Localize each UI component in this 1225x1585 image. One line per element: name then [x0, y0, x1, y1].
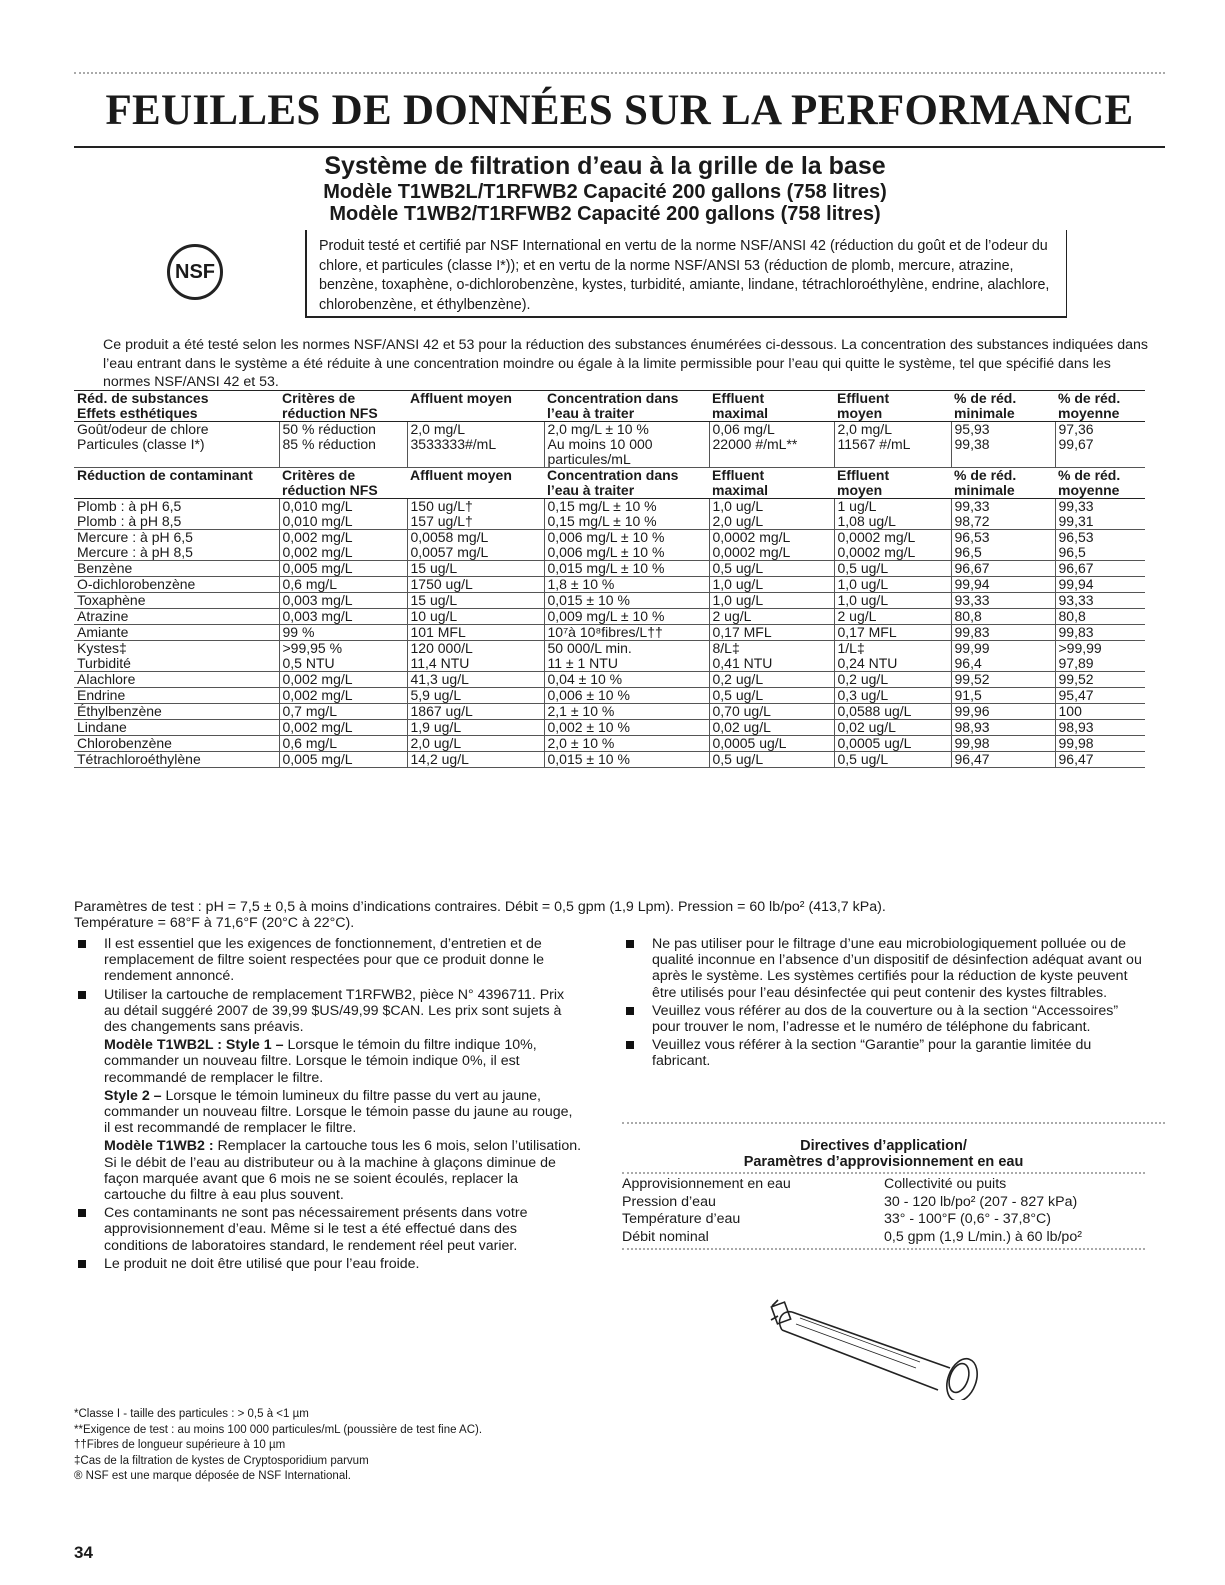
- table-cell: 2,0 mg/L 3533333#/mL: [407, 422, 544, 468]
- column-header: Concentration dans l’eau à traiter: [544, 468, 709, 499]
- table-cell: 0,70 ug/L: [709, 704, 834, 720]
- model-line-1: Modèle T1WB2L/T1RFWB2 Capacité 200 gallons (758 litres): [323, 181, 887, 203]
- table-cell: 99,94: [1055, 577, 1145, 593]
- app-param-label: Approvisionnement en eau: [622, 1176, 791, 1192]
- table-cell: 5,9 ug/L: [407, 688, 544, 704]
- table-cell: Benzène: [74, 561, 279, 577]
- right-column: [622, 936, 1145, 1072]
- title-rule: [74, 146, 1165, 148]
- table-cell: Éthylbenzène: [74, 704, 279, 720]
- table-cell: 99,94: [951, 577, 1055, 593]
- app-row: [622, 1176, 1145, 1194]
- table-cell: 0,7 mg/L: [279, 704, 407, 720]
- table-cell: 91,5: [951, 688, 1055, 704]
- table-cell: Mercure : à pH 6,5 Mercure : à pH 8,5: [74, 530, 279, 561]
- certification-box: Produit testé et certifié par NSF International en vertu de la norme NSF/ANSI 42 (réduction du goût et de l’odeur du chlore, et particules (classe I*)); et en vertu de la norme NSF/ANSI 53 (réduction de plomb, mercure, atrazine, benzène, toxaphène, o-dichlorobenzène, kystes, turbidité, amiante, lindane, tétrachloroéthylène, endrine, alachlore, chlorobenzène, et éthylbenzène).: [305, 230, 1067, 318]
- bullet-icon: [78, 940, 86, 948]
- table-row: [74, 561, 1145, 577]
- style1-paragraph: [104, 1037, 582, 1086]
- footnote: **Exigence de test : au moins 100 000 particules/mL (poussière de test fine AC).: [74, 1423, 483, 1436]
- bullet-icon: [78, 1209, 86, 1217]
- footnote: ††Fibres de longueur supérieure à 10 µm: [74, 1439, 286, 1451]
- table-cell: 1867 ug/L: [407, 704, 544, 720]
- app-param-value: 0,5 gpm (1,9 L/min.) à 60 lb/po²: [884, 1228, 1082, 1245]
- water-filter-cartridge-icon: [770, 1290, 990, 1400]
- table-cell: 0,0058 mg/L 0,0057 mg/L: [407, 530, 544, 561]
- table-cell: 0,015 mg/L ± 10 %: [544, 561, 709, 577]
- table-cell: 1,0 ug/L: [709, 577, 834, 593]
- table-cell: 50 000/L min. 11 ± 1 NTU: [544, 641, 709, 672]
- table-cell: 0,04 ± 10 %: [544, 672, 709, 688]
- table-row: [74, 577, 1145, 593]
- bullet-text: Ces contaminants ne sont pas nécessairement présents dans votre approvisionnement d’eau. Même si le test a été effectué dans des conditions de laboratoires standard, le rendement réel peut varier.: [104, 1205, 528, 1254]
- table-cell: 0,002 mg/L: [279, 720, 407, 736]
- table-cell: 2,0 mg/L ± 10 % Au moins 10 000 particules/mL: [544, 422, 709, 468]
- table-cell: 99,98: [1055, 736, 1145, 752]
- bullet-icon: [626, 940, 634, 948]
- t1wb2-text: Remplacer la cartouche tous les 6 mois, selon l’utilisation. Si le débit de l’eau au distributeur ou à la machine à glaçons diminue de façon marquée avant que 6 mois ne se soient écoulés, replacer la cartouche du filtre à eau plus souvent.: [104, 1138, 582, 1204]
- table-cell: 8/L‡ 0,41 NTU: [709, 641, 834, 672]
- table-row: [74, 530, 1145, 561]
- table-cell: O-dichlorobenzène: [74, 577, 279, 593]
- left-bullet-1: [74, 936, 582, 985]
- table-cell: 1 ug/L 1,08 ug/L: [834, 499, 951, 530]
- app-row: [622, 1229, 1145, 1247]
- table-cell: 0,002 mg/L: [279, 688, 407, 704]
- table-cell: 0,02 ug/L: [834, 720, 951, 736]
- table-cell: 0,0588 ug/L: [834, 704, 951, 720]
- table-cell: 0,010 mg/L 0,010 mg/L: [279, 499, 407, 530]
- style1-text: Lorsque le témoin du filtre indique 10%, commander un nouveau filtre. Lorsque le témoin indique 0%, il est recommandé de remplacer le filtre.: [104, 1037, 537, 1086]
- table-cell: 15 ug/L: [407, 593, 544, 609]
- table-cell: 0,006 ± 10 %: [544, 688, 709, 704]
- table-cell: 15 ug/L: [407, 561, 544, 577]
- right-bullet-2: [622, 1003, 1145, 1035]
- table-cell: 0,5 ug/L: [709, 752, 834, 768]
- table-row: [74, 499, 1145, 530]
- table-cell: 99,83: [1055, 625, 1145, 641]
- table-cell: 14,2 ug/L: [407, 752, 544, 768]
- table-cell: 96,67: [951, 561, 1055, 577]
- app-rows: [622, 1176, 1145, 1246]
- bullet-text: Il est essentiel que les exigences de fonctionnement, d’entretien et de remplacement de filtre soient respectées pour que ce produit donne le rendement annoncé.: [104, 936, 545, 985]
- nsf-logo-icon: NSF: [167, 244, 223, 300]
- table-cell: 0,17 MFL: [709, 625, 834, 641]
- table-cell: 0,5 ug/L: [709, 688, 834, 704]
- table-cell: 99,96: [951, 704, 1055, 720]
- table-cell: 10 ug/L: [407, 609, 544, 625]
- app-param-label: Température d’eau: [622, 1211, 741, 1227]
- left-column: [74, 936, 582, 1274]
- table-cell: Plomb : à pH 6,5 Plomb : à pH 8,5: [74, 499, 279, 530]
- column-header: Effluent maximal: [709, 391, 834, 422]
- table-cell: 99,98: [951, 736, 1055, 752]
- column-header: % de réd. moyenne: [1055, 391, 1145, 422]
- table-row: [74, 593, 1145, 609]
- table-cell: 99 %: [279, 625, 407, 641]
- table-cell: 1,0 ug/L: [709, 593, 834, 609]
- table-row: [74, 609, 1145, 625]
- style2-paragraph: [104, 1088, 582, 1137]
- table-cell: 80,8: [1055, 609, 1145, 625]
- table-cell: 98,93: [1055, 720, 1145, 736]
- table-cell: 0,002 mg/L: [279, 672, 407, 688]
- intro-paragraph: Ce produit a été testé selon les normes NSF/ANSI 42 et 53 pour la réduction des substances énumérées ci-dessous. La concentration des substances indiquées dans l’eau entrant dans le système a été réduite à une concentration moindre ou égale à la limite permissible pour l’eau qui quitte le système, tel que spécifié dans les normes NSF/ANSI 42 et 53.: [103, 337, 1148, 390]
- table-cell: 100: [1055, 704, 1145, 720]
- left-bullet-2: [74, 987, 582, 1204]
- column-header: Effluent maximal: [709, 468, 834, 499]
- app-param-label: Pression d’eau: [622, 1193, 716, 1210]
- test-params-text: Paramètres de test : pH = 7,5 ± 0,5 à moins d’indications contraires. Débit = 0,5 gpm (1,9 Lpm). Pression = 60 lb/po² (413,7 kPa).: [74, 899, 886, 915]
- column-header: % de réd. minimale: [951, 468, 1055, 499]
- table-cell: 98,93: [951, 720, 1055, 736]
- column-header: Effluent moyen: [834, 468, 951, 499]
- table-cell: 0,003 mg/L: [279, 609, 407, 625]
- bullet-icon: [626, 1007, 634, 1015]
- column-header: Critères de réduction NFS: [279, 391, 407, 422]
- table-cell: 96,67: [1055, 561, 1145, 577]
- table-cell: 0,005 mg/L: [279, 561, 407, 577]
- column-header: Réduction de contaminant: [74, 468, 279, 499]
- table-row: [74, 688, 1145, 704]
- bullet-text: Veuillez vous référer au dos de la couverture ou à la section “Accessoires” pour trouver le nom, l’adresse et le numéro de téléphone du fabricant.: [652, 1002, 1119, 1036]
- table-row: [74, 672, 1145, 688]
- table-cell: 0,015 ± 10 %: [544, 593, 709, 609]
- table-cell: 93,33: [1055, 593, 1145, 609]
- table-row: [74, 704, 1145, 720]
- app-param-label: Débit nominal: [622, 1228, 709, 1245]
- table-cell: 96,47: [1055, 752, 1145, 768]
- app-row: [622, 1211, 1145, 1229]
- column-header: Affluent moyen: [407, 391, 544, 422]
- table-cell: 1,0 ug/L 2,0 ug/L: [709, 499, 834, 530]
- table-cell: Kystes‡ Turbidité: [74, 641, 279, 672]
- table-cell: Toxaphène: [74, 593, 279, 609]
- table-cell: 0,17 MFL: [834, 625, 951, 641]
- bullet-text: Utiliser la cartouche de remplacement T1RFWB2, pièce N° 4396711. Prix au détail suggéré 2007 de 39,99 $US/49,99 $CAN. Les prix sont sujets à des changements sans préavis.: [104, 986, 565, 1036]
- app-param-value: Collectivité ou puits: [884, 1176, 1007, 1192]
- column-header: % de réd. moyenne: [1055, 468, 1145, 499]
- table-cell: 97,36 99,67: [1055, 422, 1145, 468]
- table-cell: 0,5 ug/L: [834, 561, 951, 577]
- table-cell: 96,53 96,5: [951, 530, 1055, 561]
- table-cell: 0,0005 ug/L: [834, 736, 951, 752]
- performance-table: [74, 390, 1145, 768]
- table-cell: Lindane: [74, 720, 279, 736]
- table-cell: 0,3 ug/L: [834, 688, 951, 704]
- table-row: [74, 720, 1145, 736]
- table-cell: 99,99 96,4: [951, 641, 1055, 672]
- table-cell: 0,002 ± 10 %: [544, 720, 709, 736]
- table-row: [74, 736, 1145, 752]
- app-title-line-1: Directives d’application/: [800, 1138, 967, 1154]
- table-cell: 0,015 ± 10 %: [544, 752, 709, 768]
- table-cell: 1,0 ug/L: [834, 593, 951, 609]
- temperature-text: Température = 68°F à 71,6°F (20°C à 22°C).: [74, 915, 355, 931]
- table-cell: 96,53 96,5: [1055, 530, 1145, 561]
- table-cell: 2,0 mg/L 11567 #/mL: [834, 422, 951, 468]
- table-cell: 0,5 ug/L: [709, 561, 834, 577]
- table-cell: 93,33: [951, 593, 1055, 609]
- t1wb2-paragraph: [104, 1138, 582, 1203]
- table-cell: 2 ug/L: [834, 609, 951, 625]
- table-cell: 0,02 ug/L: [709, 720, 834, 736]
- column-header: Affluent moyen: [407, 468, 544, 499]
- bullet-icon: [78, 1260, 86, 1268]
- table-cell: 50 % réduction 85 % réduction: [279, 422, 407, 468]
- table-cell: Chlorobenzène: [74, 736, 279, 752]
- table-cell: 1,0 ug/L: [834, 577, 951, 593]
- table-row: [74, 422, 1145, 468]
- table-cell: 0,15 mg/L ± 10 % 0,15 mg/L ± 10 %: [544, 499, 709, 530]
- table-cell: 0,006 mg/L ± 10 % 0,006 mg/L ± 10 %: [544, 530, 709, 561]
- page-number: 34: [74, 1543, 93, 1562]
- app-top-dotted-rule: [622, 1122, 1165, 1124]
- table-cell: 1,9 ug/L: [407, 720, 544, 736]
- left-bullet-3: [74, 1205, 582, 1254]
- table-cell: 0,0002 mg/L 0,0002 mg/L: [709, 530, 834, 561]
- system-subtitle: Système de filtration d’eau à la grille de la base: [324, 152, 886, 180]
- table-cell: 0,2 ug/L: [709, 672, 834, 688]
- bullet-text: Ne pas utiliser pour le filtrage d’une eau microbiologiquement polluée ou de qualité inconnue en l’absence d’un dispositif de désinfection adéquat avant ou après le système. Les systèmes certifiés pour la réduction de kyste peuvent être utilisés pour l’eau désinfectée qui peut contenir des kystes filtrables.: [652, 936, 1142, 1001]
- table-cell: 0,0002 mg/L 0,0002 mg/L: [834, 530, 951, 561]
- application-guidelines: [622, 1138, 1145, 1250]
- table-cell: 95,47: [1055, 688, 1145, 704]
- app-param-value: 30 - 120 lb/po² (207 - 827 kPa): [884, 1193, 1078, 1210]
- table-cell: 99,33 99,31: [1055, 499, 1145, 530]
- table-cell: 96,47: [951, 752, 1055, 768]
- footnotes: [74, 1407, 482, 1485]
- table-cell: 2,0 ± 10 %: [544, 736, 709, 752]
- table-cell: 99,52: [1055, 672, 1145, 688]
- table-row: [74, 752, 1145, 768]
- table-cell: 0,5 ug/L: [834, 752, 951, 768]
- column-header: % de réd. minimale: [951, 391, 1055, 422]
- table-cell: 101 MFL: [407, 625, 544, 641]
- footnote: ‡Cas de la filtration de kystes de Cryptosporidium parvum: [74, 1454, 369, 1467]
- style2-label: Style 2 –: [104, 1087, 162, 1104]
- table-cell: Goût/odeur de chlore Particules (classe I*): [74, 422, 279, 468]
- table-header-row: [74, 468, 1145, 499]
- column-header: Réd. de substances Effets esthétiques: [74, 391, 279, 422]
- footnote: *Classe I - taille des particules : > 0,5 à <1 µm: [74, 1408, 309, 1420]
- bullet-text: Le produit ne doit être utilisé que pour l’eau froide.: [104, 1255, 420, 1272]
- table-cell: 1,8 ± 10 %: [544, 577, 709, 593]
- bullet-text: Veuillez vous référer à la section “Garantie” pour la garantie limitée du fabricant.: [652, 1037, 1092, 1070]
- table-header-row: [74, 391, 1145, 422]
- table-cell: 41,3 ug/L: [407, 672, 544, 688]
- table-cell: 0,2 ug/L: [834, 672, 951, 688]
- table-cell: 2 ug/L: [709, 609, 834, 625]
- table-cell: Tétrachloroéthylène: [74, 752, 279, 768]
- app-row: [622, 1194, 1145, 1212]
- app-param-value: 33° - 100°F (0,6° - 37,8°C): [884, 1211, 1052, 1227]
- left-bullet-4: [74, 1256, 582, 1272]
- table-cell: 99,83: [951, 625, 1055, 641]
- style1-label: Modèle T1WB2L : Style 1 –: [104, 1037, 284, 1054]
- table-cell: 2,0 ug/L: [407, 736, 544, 752]
- table-cell: 0,6 mg/L: [279, 577, 407, 593]
- bullet-icon: [78, 991, 86, 999]
- table-cell: 150 ug/L† 157 ug/L†: [407, 499, 544, 530]
- table-cell: 0,009 mg/L ± 10 %: [544, 609, 709, 625]
- table-cell: 1/L‡ 0,24 NTU: [834, 641, 951, 672]
- right-bullet-3: [622, 1037, 1145, 1069]
- app-guidelines-title: [622, 1138, 1145, 1170]
- table-cell: 10⁷à 10⁸fibres/L††: [544, 625, 709, 641]
- model-line-2: Modèle T1WB2/T1RFWB2 Capacité 200 gallons (758 litres): [329, 203, 881, 225]
- column-header: Concentration dans l’eau à traiter: [544, 391, 709, 422]
- table-cell: 2,1 ± 10 %: [544, 704, 709, 720]
- app-title-line-2: Paramètres d’approvisionnement en eau: [743, 1154, 1024, 1170]
- table-row: [74, 641, 1145, 672]
- top-dotted-rule: [74, 72, 1165, 74]
- footnote: ® NSF est une marque déposée de NSF International.: [74, 1470, 351, 1482]
- table-cell: >99,99 97,89: [1055, 641, 1145, 672]
- table-cell: 0,06 mg/L 22000 #/mL**: [709, 422, 834, 468]
- right-bullet-1: [622, 936, 1145, 1001]
- table-cell: 0,6 mg/L: [279, 736, 407, 752]
- table-cell: 95,93 99,38: [951, 422, 1055, 468]
- style2-text: Lorsque le témoin lumineux du filtre passe du vert au jaune, commander un nouveau filtre. Lorsque le témoin passe du jaune au rouge, il est recommandé de remplacer le filtre.: [104, 1087, 573, 1137]
- table-cell: 0,002 mg/L 0,002 mg/L: [279, 530, 407, 561]
- table-cell: Atrazine: [74, 609, 279, 625]
- table-cell: 99,33 98,72: [951, 499, 1055, 530]
- t1wb2-label: Modèle T1WB2 :: [104, 1138, 214, 1155]
- table-cell: 0,005 mg/L: [279, 752, 407, 768]
- app-bottom-dotted-rule: [622, 1248, 1145, 1250]
- table-cell: 1750 ug/L: [407, 577, 544, 593]
- table-cell: 0,003 mg/L: [279, 593, 407, 609]
- table-cell: Alachlore: [74, 672, 279, 688]
- table-cell: 99,52: [951, 672, 1055, 688]
- table-cell: 80,8: [951, 609, 1055, 625]
- table-cell: 120 000/L 11,4 NTU: [407, 641, 544, 672]
- table-cell: Amiante: [74, 625, 279, 641]
- column-header: Effluent moyen: [834, 391, 951, 422]
- table-cell: Endrine: [74, 688, 279, 704]
- page-title: FEUILLES DE DONNÉES SUR LA PERFORMANCE: [105, 87, 1134, 134]
- test-parameters: [74, 899, 1145, 931]
- table-row: [74, 625, 1145, 641]
- table-cell: >99,95 % 0,5 NTU: [279, 641, 407, 672]
- column-header: Critères de réduction NFS: [279, 468, 407, 499]
- table-cell: 0,0005 ug/L: [709, 736, 834, 752]
- bullet-icon: [626, 1041, 634, 1049]
- app-dotted-rule: [622, 1172, 1145, 1174]
